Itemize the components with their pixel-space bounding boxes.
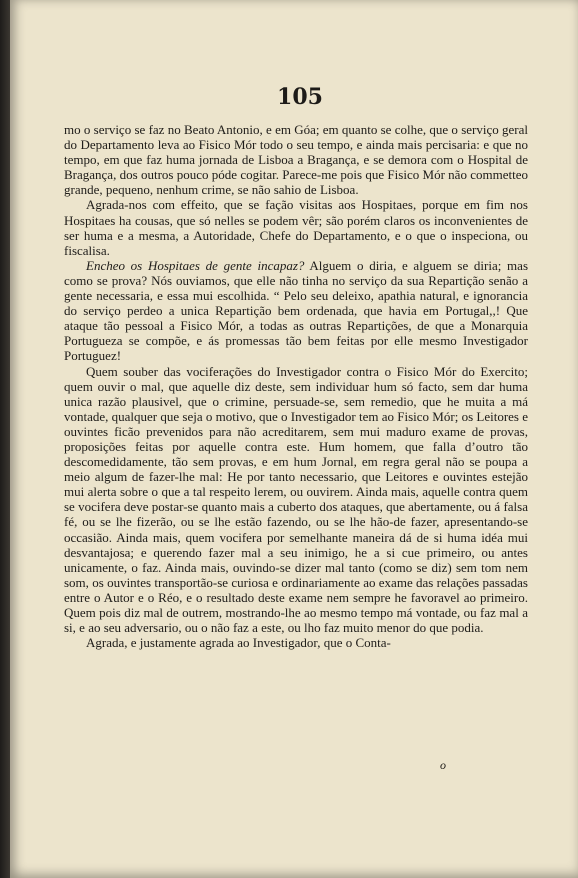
paragraph: Agrada-nos com effeito, que se fação visitas aos Hospitaes, porque em fim nos Hospitaes ha cousas, que só nelles se podem vêr; são porém claros os inconvenientes de ser huma e a mesma, a Autoridade, Chefe do Departamento, e o que o inspeciona, ou fiscalisa. bbox=[64, 197, 528, 258]
book-page bbox=[10, 0, 578, 878]
paragraph-text: Alguem o diria, e alguem se diria; mas como se prova? Nós ouviamos, que elle não tinha no serviço da sua Repartição senão a gente necessaria, e essa mui escolhida. “ Pelo seu deleixo, apathia natural, e ignorancia do serviço perdeo a unica Repartição bem ordenada, que havia em Portugal,,! Que ataque tão pessoal a Fisico Mór, a todas as outras Repartições, de que a Monarquia Portugueza se compõe, e ás promessas tão bem feitas por elle mesmo Investigador Portuguez! bbox=[64, 257, 529, 364]
italic-lead: Encheo os Hospitaes de gente incapaz? bbox=[86, 257, 305, 273]
paragraph: Quem souber das vociferações do Investigador contra o Fisico Mór do Exercito; quem ouvir o mal, que aquelle diz deste, sem individuar hum só facto, sem dar huma unica razão plausivel, que o crimine, persuade-se, sem remedio, que he muita a má vontade, qualquer que seja o motivo, que o Investigador tem ao Fisico Mór; os Leitores e ouvintes ficão prevenidos para não acreditarem, sem mui maduro exame de provas, proposições feitas por aquelle contra este. Hum homem, que falla d’outro tão descomedidamente, tão sem provas, e em hum Jornal, em regra geral não se poupa a meio algum de fazer-lhe mal: He por tanto necessario, que Leitores e ouvintes estejão mui alerta sobre o que a tal respeito lerem, ou ouvirem. Ainda mais, aquelle contra quem se vocifera deve postar-se quanto mais a cuberto dos ataques, que abertamente, ou á falsa fé, ou se lhe fizerão, ou se lhe estão fazendo, ou se lhe hão-de fazer, apresentando-se occasião. Ainda mais, quem vocifera por semelhante maneira dá de si huma idéa mui desvantajosa; e querendo fazer mal a seu inimigo, he a si cue primeiro, ou antes unicamente, o faz. Ainda mais, ouvindo-se dizer mal tanto (como se diz) sem tom nem som, os ouvintes transportão-se curiosa e ordinariamente ao exame das relações passadas entre o Autor e o Réo, e o resultado deste exame nem sempre he favoravel ao primeiro. Quem pois diz mal de outrem, mostrando-lhe ao mesmo tempo má vontade, ou faz mal a si, e ao seu adversario, ou o não faz a este, ou lho faz muito menor do que podia. bbox=[64, 363, 528, 636]
paragraph bbox=[64, 258, 528, 364]
paragraph: mo o serviço se faz no Beato Antonio, e em Góa; em quanto se colhe, que o serviço geral do Departamento leva ao Fisico Mór todo o seu tempo, e ainda mais percisaria: e que no tempo, em que faz huma jornada de Lisboa a Bragança, e se demora com o Hospital de Bragança, dos outros pouco póde cogitar. Parece-me pois que Fisico Mór não commetteo grande, pequeno, nenhum crime, se não sahio de Lisboa. bbox=[64, 122, 528, 198]
page-number: 105 bbox=[277, 84, 323, 110]
body-text bbox=[64, 122, 528, 650]
paragraph: Agrada, e justamente agrada ao Investigador, que o Conta- bbox=[86, 635, 391, 651]
book-binding bbox=[0, 0, 10, 878]
catchword: o bbox=[440, 758, 446, 772]
